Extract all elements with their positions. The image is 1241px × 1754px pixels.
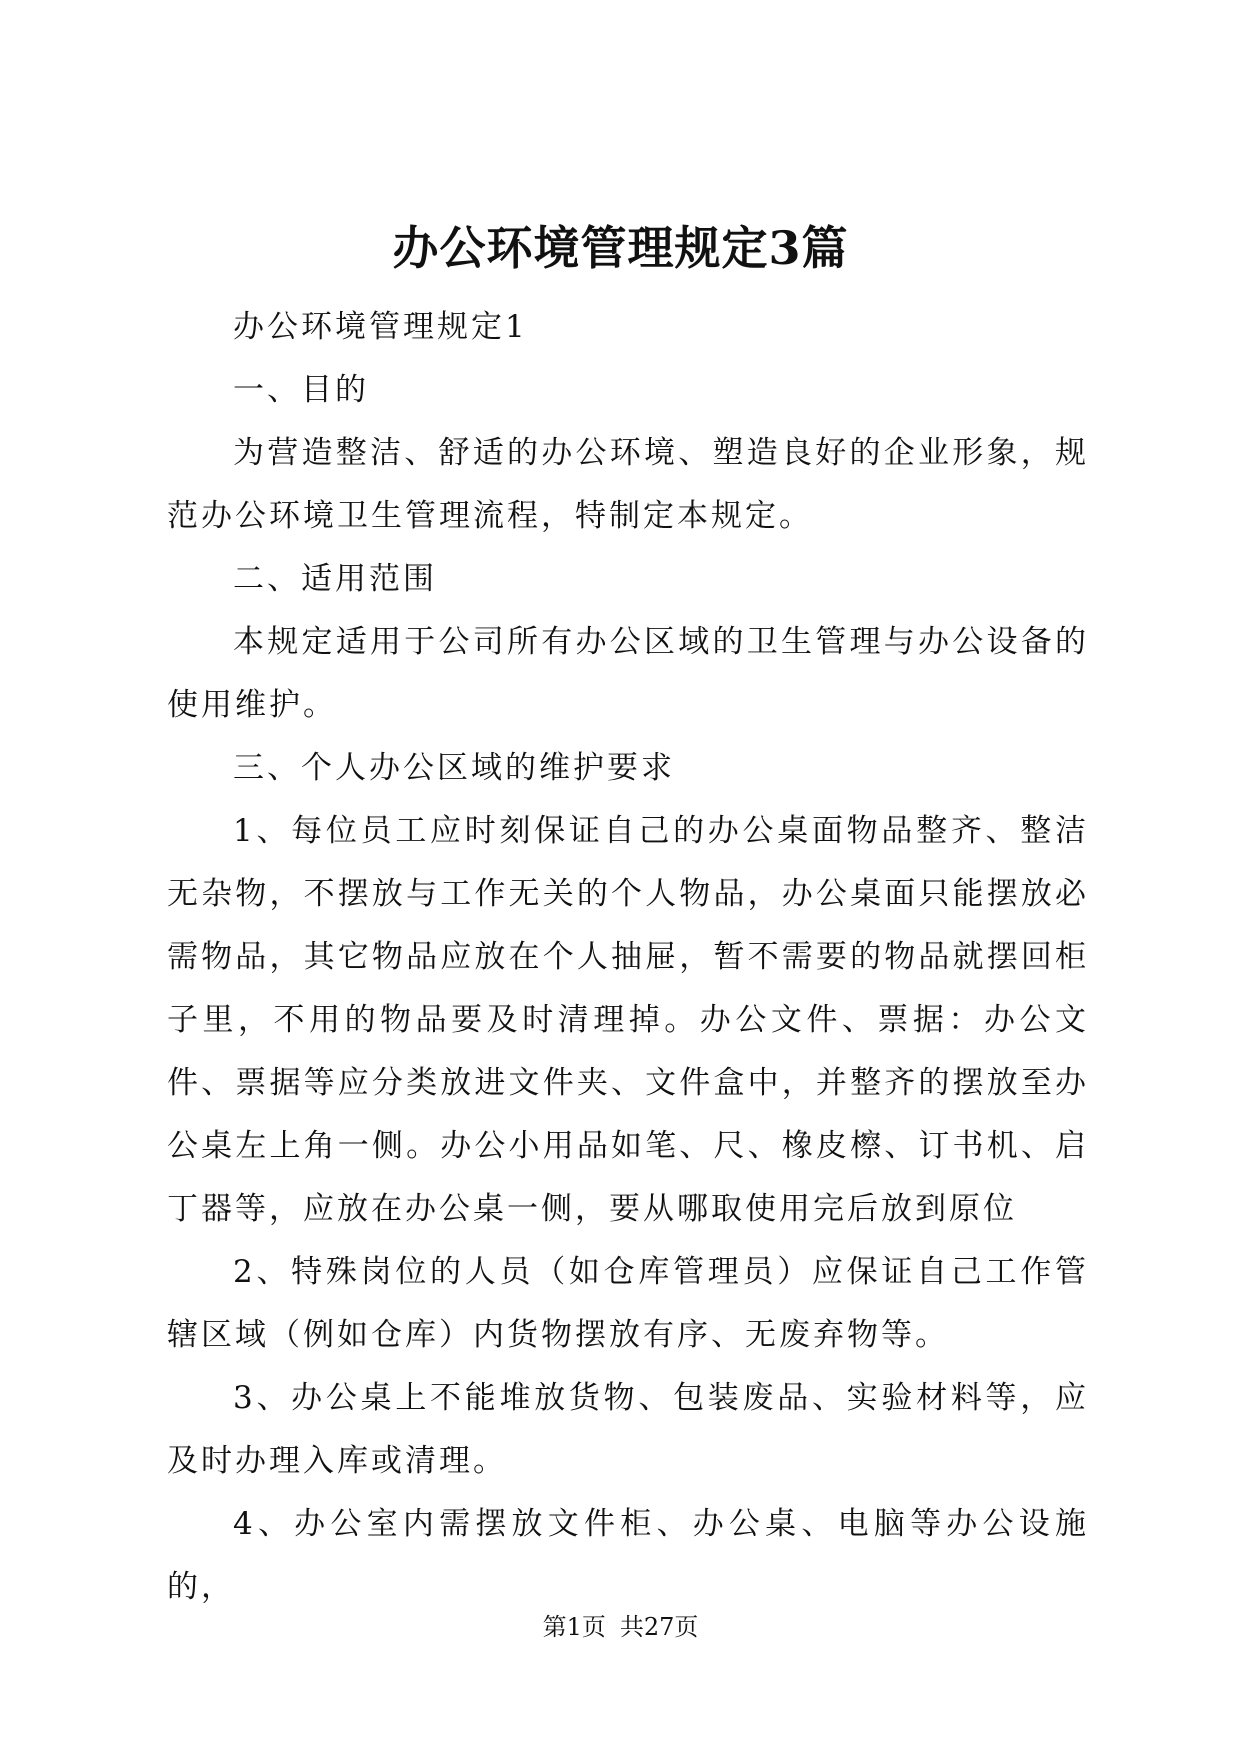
paragraph: 1、每位员工应时刻保证自己的办公桌面物品整齐、整洁无杂物，不摆放与工作无关的个人物品，办公桌面只能摆放必需物品，其它物品应放在个人抽屉，暂不需要的物品就摆回柜子里，不用的物品要及时清理掉。办公文件、票据：办公文件、票据等应分类放进文件夹、文件盒中，并整齐的摆放至办公桌左上角一侧。办公小用品如笔、尺、橡皮檫、订书机、启丁器等，应放在办公桌一侧，要从哪取使用完后放到原位 [167,813,1089,1227]
page-number: 第1页 [542,1613,606,1641]
section-heading: 办公环境管理规定1 [233,309,528,345]
page-footer [0,1612,1241,1642]
paragraph: 本规定适用于公司所有办公区域的卫生管理与办公设备的使用维护。 [167,624,1089,723]
paragraph: 为营造整洁、舒适的办公环境、塑造良好的企业形象，规范办公环境卫生管理流程，特制定本规定。 [167,435,1089,534]
paragraph: 2、特殊岗位的人员（如仓库管理员）应保证自己工作管辖区域（例如仓库）内货物摆放有序、无废弃物等。 [167,1254,1089,1353]
document-title: 办公环境管理规定3篇 [392,221,849,275]
document-body [167,296,1089,1619]
paragraph: 4、办公室内需摆放文件柜、办公桌、电脑等办公设施的， [167,1506,1089,1605]
section-heading: 二、适用范围 [233,561,437,597]
section-heading: 三、个人办公区域的维护要求 [233,750,675,786]
section-heading: 一、目的 [233,372,369,408]
page-total: 共27页 [619,1613,699,1641]
paragraph: 3、办公桌上不能堆放货物、包装废品、实验材料等，应及时办理入库或清理。 [167,1380,1089,1479]
